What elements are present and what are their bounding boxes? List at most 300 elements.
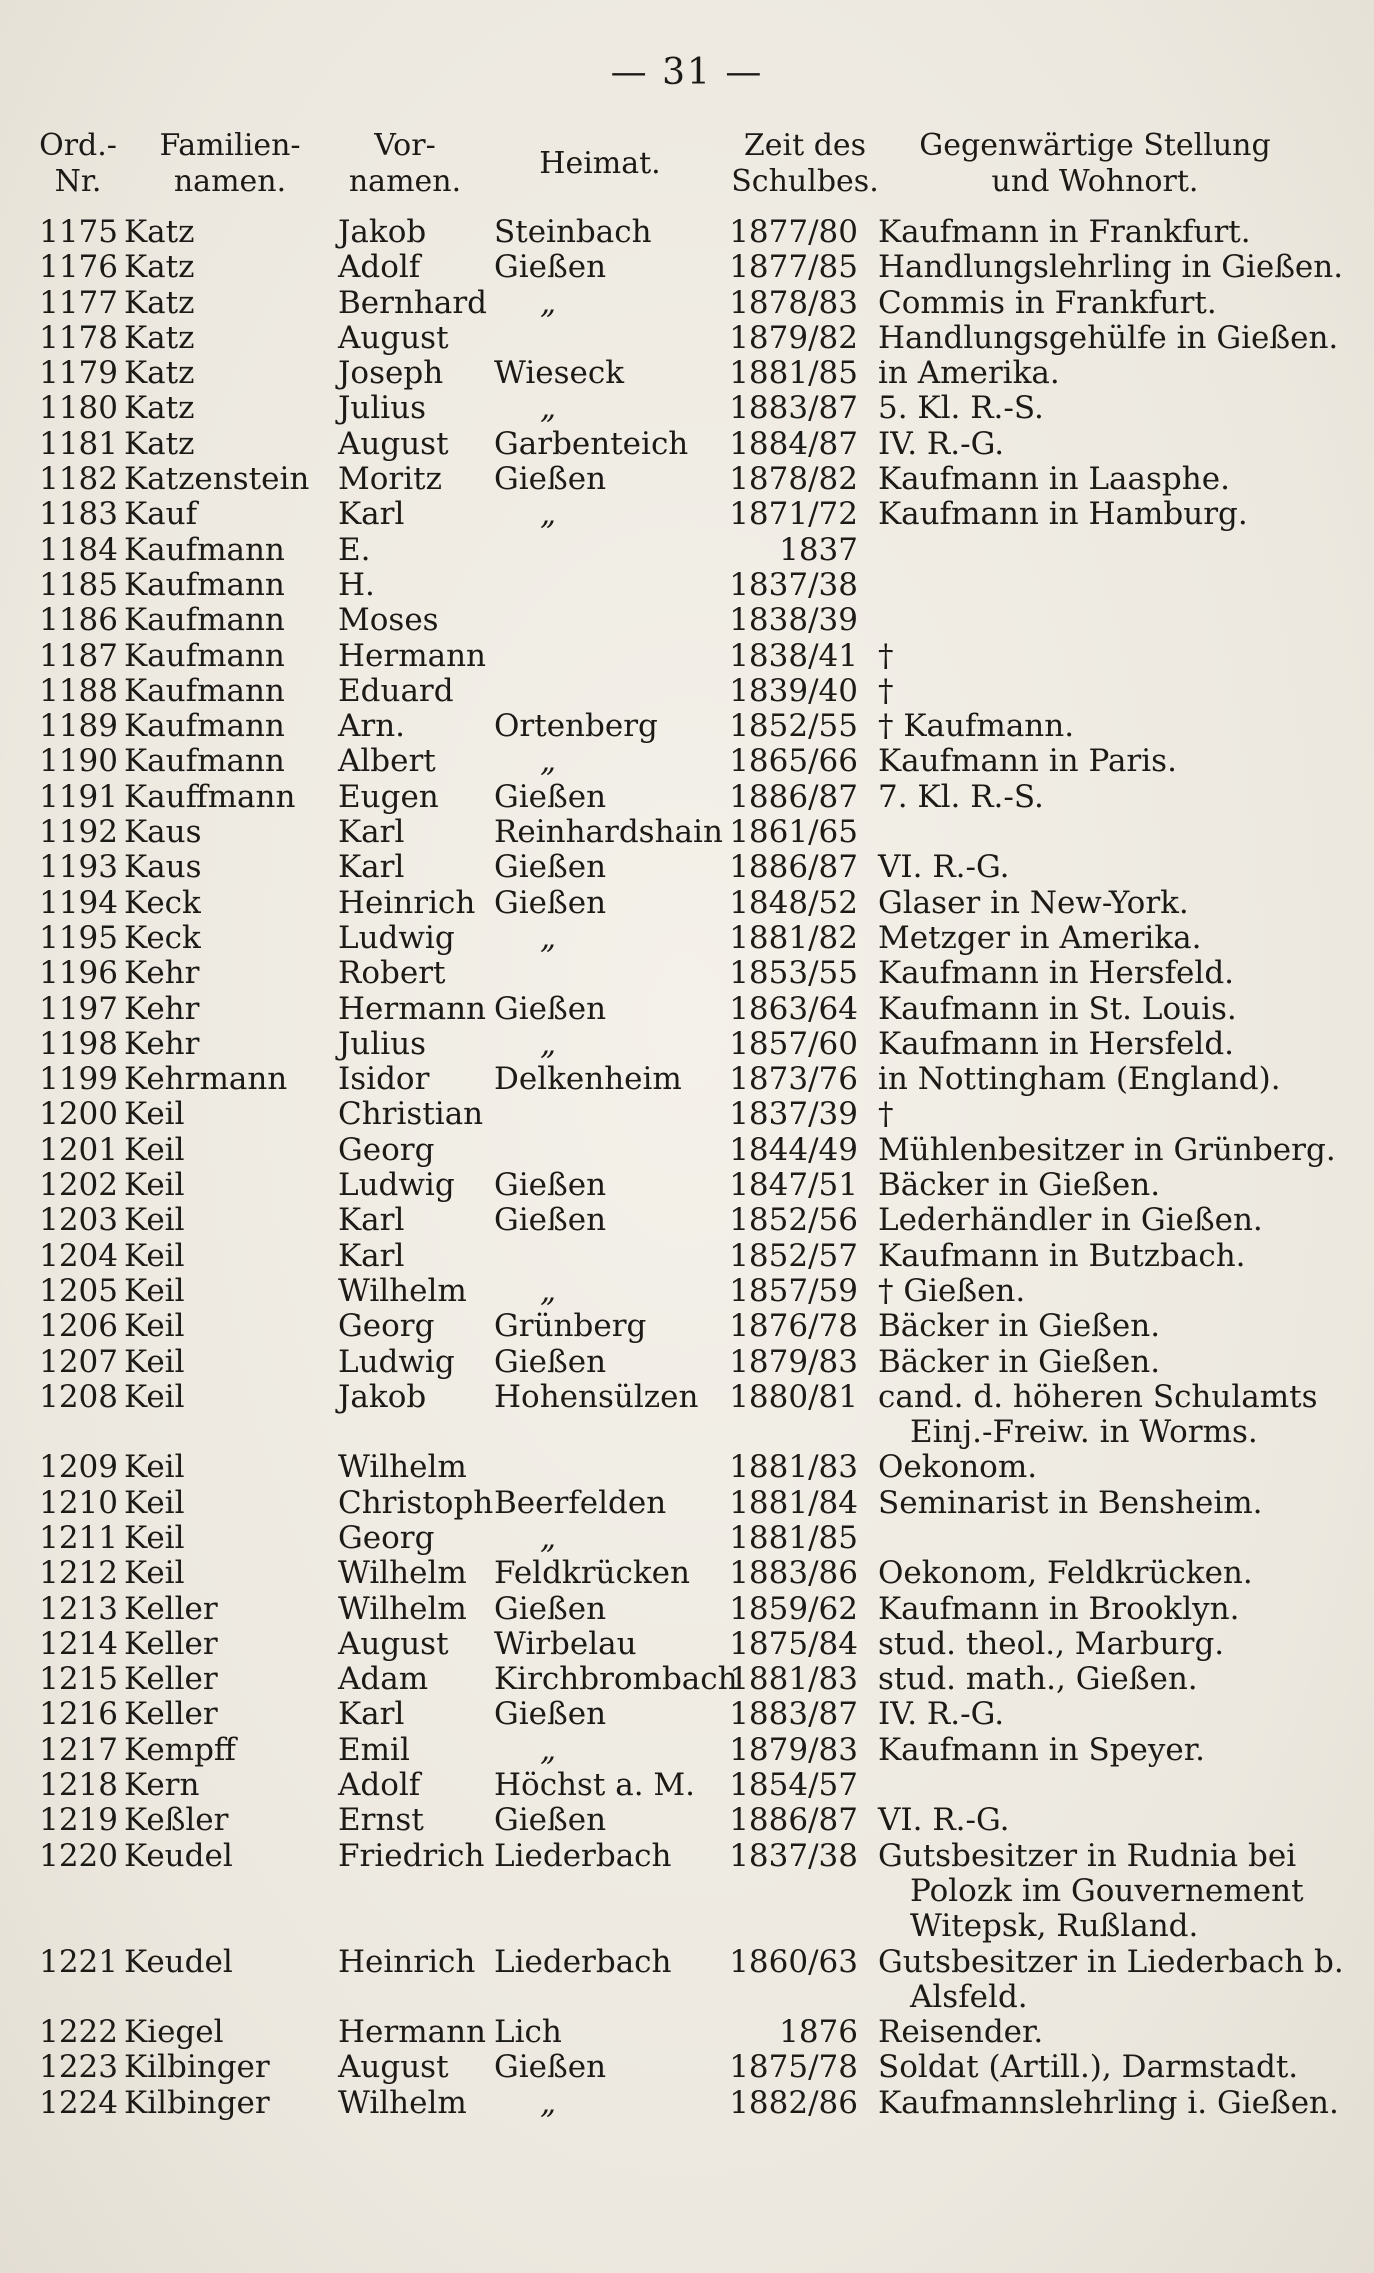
entry-number: 1223 [39,2049,118,2086]
school-years: 1877/80 [729,214,858,250]
entry-number: 1186 [39,602,118,639]
school-years: 1837/38 [729,1837,858,1874]
school-years: 1871/72 [729,496,858,533]
entry-number: 1210 [39,1484,118,1521]
given-name: Adolf [338,1767,421,1804]
register-table [0,215,1374,2121]
table-row [0,1945,1374,1980]
position-residence: in Nottingham (England). [878,1061,1281,1098]
family-name: Kempff [124,1731,236,1768]
family-name: Kaufmann [124,743,285,780]
school-years: 1838/41 [729,637,858,674]
given-name: Ludwig [338,1167,455,1204]
header-nr-line2: Nr. [54,164,102,199]
hometown: Gießen [494,1167,607,1204]
given-name: Isidor [338,1061,430,1098]
family-name: Kaufmann [124,672,285,709]
school-years: 1848/52 [729,884,858,921]
table-row [0,603,1374,638]
table-row [0,921,1374,956]
family-name: Kilbinger [124,2084,270,2121]
hometown: Höchst a. M. [494,1767,696,1804]
family-name: Keck [124,919,201,956]
table-row [0,886,1374,921]
given-name: Moritz [338,461,442,498]
header-heim-line1: Heimat. [539,146,661,181]
table-row [0,1133,1374,1168]
school-years: 1883/87 [729,1696,858,1733]
given-name: Arn. [338,708,406,745]
family-name: Keil [124,1237,185,1274]
position-residence: Kaufmann in Paris. [878,743,1177,780]
school-years: 1852/55 [729,708,858,745]
given-name: Georg [338,1131,435,1168]
position-residence: † [878,1096,894,1133]
hometown: Hohensülzen [494,1378,699,1415]
position-residence: Kaufmann in Hersfeld. [878,955,1235,992]
entry-number: 1195 [39,919,118,956]
school-years: 1837/38 [729,566,858,603]
hometown: Gießen [494,884,607,921]
school-years: 1882/86 [729,2084,858,2121]
entry-number: 1203 [39,1202,118,1239]
family-name: Kern [124,1767,200,1804]
entry-number: 1184 [39,531,118,568]
position-residence: Gutsbesitzer in Rudnia bei [878,1837,1297,1874]
family-name: Kaufmann [124,708,285,745]
hometown: Gießen [494,849,607,886]
given-name: Bernhard [338,284,488,321]
family-name: Kaus [124,849,202,886]
hometown: Gießen [494,1590,607,1627]
family-name: Katz [124,284,195,321]
position-residence: † [878,637,894,674]
table-row [0,2086,1374,2121]
hometown: Lich [494,2014,562,2051]
given-name: Karl [338,1237,405,1274]
hometown: Beerfelden [494,1484,667,1521]
given-name: Georg [338,1519,435,1556]
position-residence: Handlungsgehülfe in Gießen. [878,319,1339,356]
table-row [0,1450,1374,1485]
hometown: Ortenberg [494,708,658,745]
table-row [0,744,1374,779]
given-name: Christian [338,1096,484,1133]
table-row [0,1027,1374,1062]
school-years: 1881/84 [729,1484,858,1521]
family-name: Keller [124,1590,218,1627]
header-nr-line1: Ord.- [39,128,117,163]
entry-number: 1207 [39,1343,118,1380]
school-years: 1877/85 [729,249,858,286]
table-row [0,992,1374,1027]
position-residence: Bäcker in Gießen. [878,1167,1161,1204]
given-name: Karl [338,814,405,851]
position-residence-continued: Polozk im Gouvernement [910,1872,1304,1909]
entry-number: 1196 [39,955,118,992]
table-row [0,2015,1374,2050]
header-stellung [905,128,1285,200]
given-name: Jakob [338,1378,427,1415]
table-row [0,1697,1374,1732]
entry-number: 1193 [39,849,118,886]
school-years: 1883/87 [729,390,858,427]
table-row [0,533,1374,568]
school-years: 1876/78 [729,1308,858,1345]
school-years: 1881/82 [729,919,858,956]
family-name: Katz [124,249,195,286]
table-row [0,1239,1374,1274]
given-name: August [338,425,449,462]
page-number: — 31 — [610,52,764,93]
family-name: Keller [124,1625,218,1662]
given-name: Ludwig [338,1343,455,1380]
entry-number: 1206 [39,1308,118,1345]
position-residence: Kaufmann in Frankfurt. [878,214,1251,250]
hometown: „ [540,1025,557,1062]
position-residence: Mühlenbesitzer in Grünberg. [878,1131,1336,1168]
header-zeit-line1: Zeit des [743,128,867,163]
school-years: 1878/83 [729,284,858,321]
family-name: Keil [124,1308,185,1345]
family-name: Kehr [124,990,200,1027]
position-residence: Kaufmann in Brooklyn. [878,1590,1240,1627]
given-name: H. [338,566,375,603]
position-residence: 7. Kl. R.-S. [878,778,1044,815]
hometown: Gießen [494,1696,607,1733]
hometown: „ [540,743,557,780]
entry-number: 1204 [39,1237,118,1274]
family-name: Keudel [124,1837,233,1874]
given-name: Wilhelm [338,1590,467,1627]
hometown: Gießen [494,461,607,498]
school-years: 1852/57 [729,1237,858,1274]
table-row-continuation [0,1909,1374,1944]
hometown: Gießen [494,2049,607,2086]
family-name: Keller [124,1696,218,1733]
table-row [0,1733,1374,1768]
family-name: Keck [124,884,201,921]
entry-number: 1181 [39,425,118,462]
header-heimat [520,146,680,182]
given-name: Adolf [338,249,421,286]
school-years: 1838/39 [729,602,858,639]
family-name: Kaufmann [124,566,285,603]
given-name: Eduard [338,672,454,709]
table-row [0,427,1374,462]
given-name: Ludwig [338,919,455,956]
given-name: Hermann [338,990,487,1027]
table-row [0,1309,1374,1344]
entry-number: 1218 [39,1767,118,1804]
position-residence: Kaufmann in Laasphe. [878,461,1230,498]
given-name: Wilhelm [338,1449,467,1486]
family-name: Katz [124,319,195,356]
header-familiennamen [150,128,310,200]
table-row [0,356,1374,391]
given-name: Heinrich [338,884,476,921]
family-name: Kiegel [124,2014,224,2051]
given-name: Robert [338,955,446,992]
header-nr [28,128,128,200]
table-row [0,1556,1374,1591]
entry-number: 1183 [39,496,118,533]
entry-number: 1222 [39,2014,118,2051]
hometown: Wirbelau [494,1625,637,1662]
school-years: 1857/60 [729,1025,858,1062]
entry-number: 1185 [39,566,118,603]
family-name: Keil [124,1167,185,1204]
position-residence: Bäcker in Gießen. [878,1308,1161,1345]
position-residence: † [878,672,894,709]
position-residence: Bäcker in Gießen. [878,1343,1161,1380]
school-years: 1865/66 [729,743,858,780]
entry-number: 1178 [39,319,118,356]
table-row [0,215,1374,250]
hometown: „ [540,1272,557,1309]
family-name: Keller [124,1661,218,1698]
school-years: 1880/81 [729,1378,858,1415]
hometown: „ [540,919,557,956]
position-residence-continued: Witepsk, Rußland. [910,1908,1199,1945]
school-years: 1886/87 [729,778,858,815]
family-name: Kehrmann [124,1061,288,1098]
entry-number: 1200 [39,1096,118,1133]
given-name: August [338,2049,449,2086]
entry-number: 1208 [39,1378,118,1415]
given-name: Wilhelm [338,1555,467,1592]
hometown: Garbenteich [494,425,689,462]
position-residence-continued: Alsfeld. [910,1978,1028,2015]
family-name: Kaus [124,814,202,851]
entry-number: 1209 [39,1449,118,1486]
given-name: Wilhelm [338,2084,467,2121]
hometown: Liederbach [494,1837,672,1874]
entry-number: 1189 [39,708,118,745]
entry-number: 1215 [39,1661,118,1698]
position-residence: Kaufmannslehrling i. Gießen. [878,2084,1339,2121]
entry-number: 1182 [39,461,118,498]
school-years: 1844/49 [729,1131,858,1168]
given-name: Eugen [338,778,439,815]
school-years: 1883/86 [729,1555,858,1592]
family-name: Keil [124,1519,185,1556]
table-row [0,1803,1374,1838]
position-residence: Metzger in Amerika. [878,919,1202,956]
hometown: „ [540,496,557,533]
table-row [0,1662,1374,1697]
school-years: 1884/87 [729,425,858,462]
position-residence: Handlungslehrling in Gießen. [878,249,1344,286]
hometown: Grünberg [494,1308,647,1345]
hometown: Wieseck [494,355,624,392]
family-name: Keil [124,1378,185,1415]
position-residence: Kaufmann in Butzbach. [878,1237,1246,1274]
table-row [0,1486,1374,1521]
given-name: Ernst [338,1802,424,1839]
position-residence: 5. Kl. R.-S. [878,390,1044,427]
family-name: Kauf [124,496,198,533]
header-fam-line2: namen. [173,164,287,199]
school-years: 1861/65 [729,814,858,851]
school-years: 1860/63 [729,1943,858,1980]
school-years: 1881/83 [729,1661,858,1698]
given-name: Karl [338,1202,405,1239]
given-name: Julius [338,390,427,427]
school-years: 1863/64 [729,990,858,1027]
table-row [0,1839,1374,1874]
family-name: Kaufmann [124,637,285,674]
header-vornamen [340,128,470,200]
position-residence: Gutsbesitzer in Liederbach b. [878,1943,1344,1980]
family-name: Keil [124,1131,185,1168]
given-name: August [338,319,449,356]
hometown: Delkenheim [494,1061,682,1098]
position-residence: Oekonom, Feldkrücken. [878,1555,1253,1592]
family-name: Keßler [124,1802,229,1839]
given-name: Karl [338,1696,405,1733]
table-row [0,1521,1374,1556]
header-stell-line2: und Wohnort. [991,164,1199,199]
entry-number: 1190 [39,743,118,780]
entry-number: 1205 [39,1272,118,1309]
header-fam-line1: Familien- [159,128,301,163]
position-residence: Soldat (Artill.), Darmstadt. [878,2049,1299,2086]
entry-number: 1197 [39,990,118,1027]
school-years: 1857/59 [729,1272,858,1309]
table-row [0,286,1374,321]
table-row [0,956,1374,991]
given-name: Julius [338,1025,427,1062]
position-residence: IV. R.-G. [878,1696,1005,1733]
school-years: 1875/78 [729,2049,858,2086]
hometown: Kirchbrombach [494,1661,738,1698]
given-name: Karl [338,496,405,533]
position-residence: † Gießen. [878,1272,1026,1309]
entry-number: 1180 [39,390,118,427]
hometown: Gießen [494,249,607,286]
school-years: 1859/62 [729,1590,858,1627]
header-stell-line1: Gegenwärtige Stellung [919,128,1271,163]
position-residence-continued: Einj.-Freiw. in Worms. [910,1414,1258,1451]
table-row [0,709,1374,744]
hometown: Gießen [494,1202,607,1239]
hometown: Liederbach [494,1943,672,1980]
table-row [0,1097,1374,1132]
school-years: 1854/57 [729,1767,858,1804]
header-zeit-line2: Schulbes. [731,164,879,199]
table-row [0,780,1374,815]
entry-number: 1214 [39,1625,118,1662]
family-name: Kehr [124,1025,200,1062]
given-name: Hermann [338,637,487,674]
table-row [0,462,1374,497]
entry-number: 1198 [39,1025,118,1062]
family-name: Kauffmann [124,778,296,815]
entry-number: 1192 [39,814,118,851]
entry-number: 1224 [39,2084,118,2121]
position-residence: VI. R.-G. [878,849,1010,886]
school-years: 1852/56 [729,1202,858,1239]
entry-number: 1194 [39,884,118,921]
table-row [0,1274,1374,1309]
table-row [0,568,1374,603]
entry-number: 1213 [39,1590,118,1627]
entry-number: 1211 [39,1519,118,1556]
hometown: Gießen [494,1343,607,1380]
position-residence: stud. math., Gießen. [878,1661,1198,1698]
table-row [0,850,1374,885]
school-years: 1853/55 [729,955,858,992]
hometown: Steinbach [494,214,652,250]
table-row [0,497,1374,532]
family-name: Keudel [124,1943,233,1980]
family-name: Kilbinger [124,2049,270,2086]
position-residence: in Amerika. [878,355,1060,392]
entry-number: 1201 [39,1131,118,1168]
given-name: Adam [338,1661,429,1698]
position-residence: VI. R.-G. [878,1802,1010,1839]
school-years: 1881/85 [729,1519,858,1556]
position-residence: Seminarist in Bensheim. [878,1484,1263,1521]
position-residence: Reisender. [878,2014,1044,2051]
school-years: 1879/83 [729,1343,858,1380]
table-row [0,321,1374,356]
hometown: Gießen [494,778,607,815]
school-years: 1881/83 [729,1449,858,1486]
table-row [0,2050,1374,2085]
table-row [0,1345,1374,1380]
table-row [0,1380,1374,1415]
position-residence: Kaufmann in St. Louis. [878,990,1237,1027]
entry-number: 1217 [39,1731,118,1768]
header-zeit [730,128,880,200]
position-residence: Lederhändler in Gießen. [878,1202,1263,1239]
hometown: „ [540,1519,557,1556]
hometown: Feldkrücken [494,1555,690,1592]
given-name: Moses [338,602,439,639]
family-name: Katz [124,355,195,392]
family-name: Katz [124,390,195,427]
entry-number: 1191 [39,778,118,815]
family-name: Kehr [124,955,200,992]
family-name: Katz [124,214,195,250]
table-row [0,1203,1374,1238]
table-row-continuation [0,1980,1374,2015]
position-residence: Glaser in New-York. [878,884,1189,921]
hometown: „ [540,2084,557,2121]
entry-number: 1212 [39,1555,118,1592]
given-name: Heinrich [338,1943,476,1980]
given-name: Hermann [338,2014,487,2051]
hometown: „ [540,390,557,427]
family-name: Keil [124,1272,185,1309]
entry-number: 1187 [39,637,118,674]
entry-number: 1199 [39,1061,118,1098]
entry-number: 1175 [39,214,118,250]
entry-number: 1216 [39,1696,118,1733]
table-row [0,1592,1374,1627]
table-row [0,1168,1374,1203]
given-name: Emil [338,1731,410,1768]
school-years: 1837 [779,531,858,568]
given-name: Jakob [338,214,427,250]
school-years: 1881/85 [729,355,858,392]
table-row [0,1062,1374,1097]
position-residence: † Kaufmann. [878,708,1075,745]
hometown: „ [540,284,557,321]
position-residence: IV. R.-G. [878,425,1005,462]
